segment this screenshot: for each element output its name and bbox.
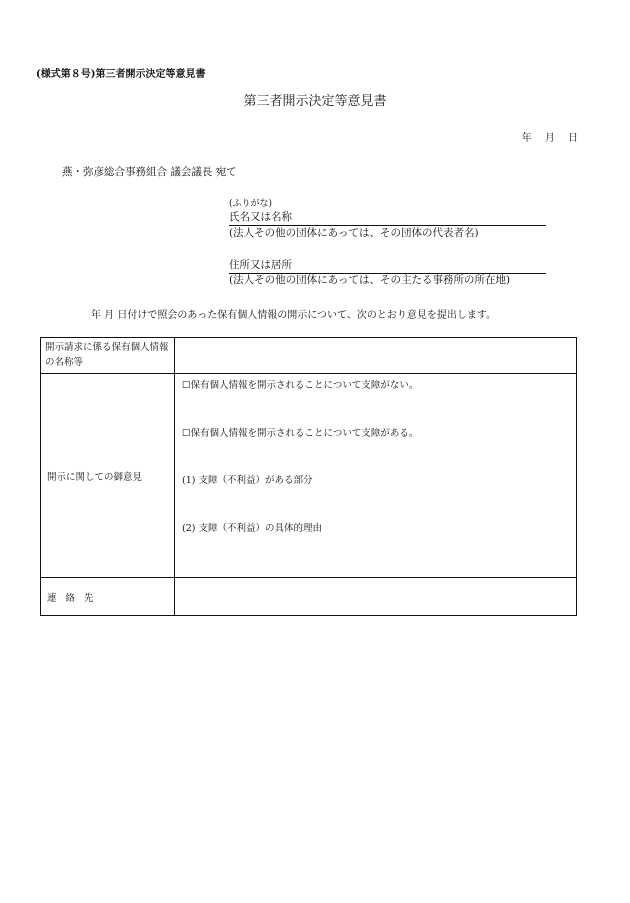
furigana-label: (ふりがな) (229, 199, 273, 209)
intro-text: 年 月 日付けで照会のあった保有個人情報の開示について、次のとおり意見を提出します。 (91, 310, 497, 321)
name-field[interactable]: 氏名又は名称 (229, 209, 546, 226)
contact-label: 連 絡 先 (41, 578, 175, 616)
date-line: 年 月 日 (521, 133, 578, 144)
address-note: (法人その他の団体にあっては、その主たる事務所の所在地) (229, 274, 511, 286)
info-name-cell[interactable] (175, 338, 577, 374)
affected-part-item: (1) 支障（不利益）がある部分 (182, 475, 313, 486)
contact-cell[interactable] (175, 578, 577, 616)
opinion-table (40, 337, 577, 616)
table-row (41, 374, 577, 578)
opinion-label: 開示に関しての御意見 (41, 374, 175, 578)
no-objection-option[interactable]: ☐保有個人情報を開示されることについて支障がない。 (182, 380, 419, 391)
table-row (41, 338, 577, 374)
form-number: (様式第８号)第三者開示決定等意見書 (36, 69, 206, 80)
info-name-label: 開示請求に係る保有個人情報の名称等 (41, 338, 175, 374)
name-note: (法人その他の団体にあっては、その団体の代表者名) (229, 227, 479, 239)
objection-option[interactable]: ☐保有個人情報を開示されることについて支障がある。 (182, 428, 419, 439)
specific-reason-item: (2) 支障（不利益）の具体的理由 (182, 523, 322, 534)
opinion-cell[interactable] (175, 374, 577, 578)
address-field[interactable]: 住所又は居所 (229, 257, 546, 274)
table-row (41, 578, 577, 616)
addressee: 燕・弥彦総合事務組合 議会議長 宛て (62, 166, 237, 178)
document-title: 第三者開示決定等意見書 (243, 94, 387, 109)
